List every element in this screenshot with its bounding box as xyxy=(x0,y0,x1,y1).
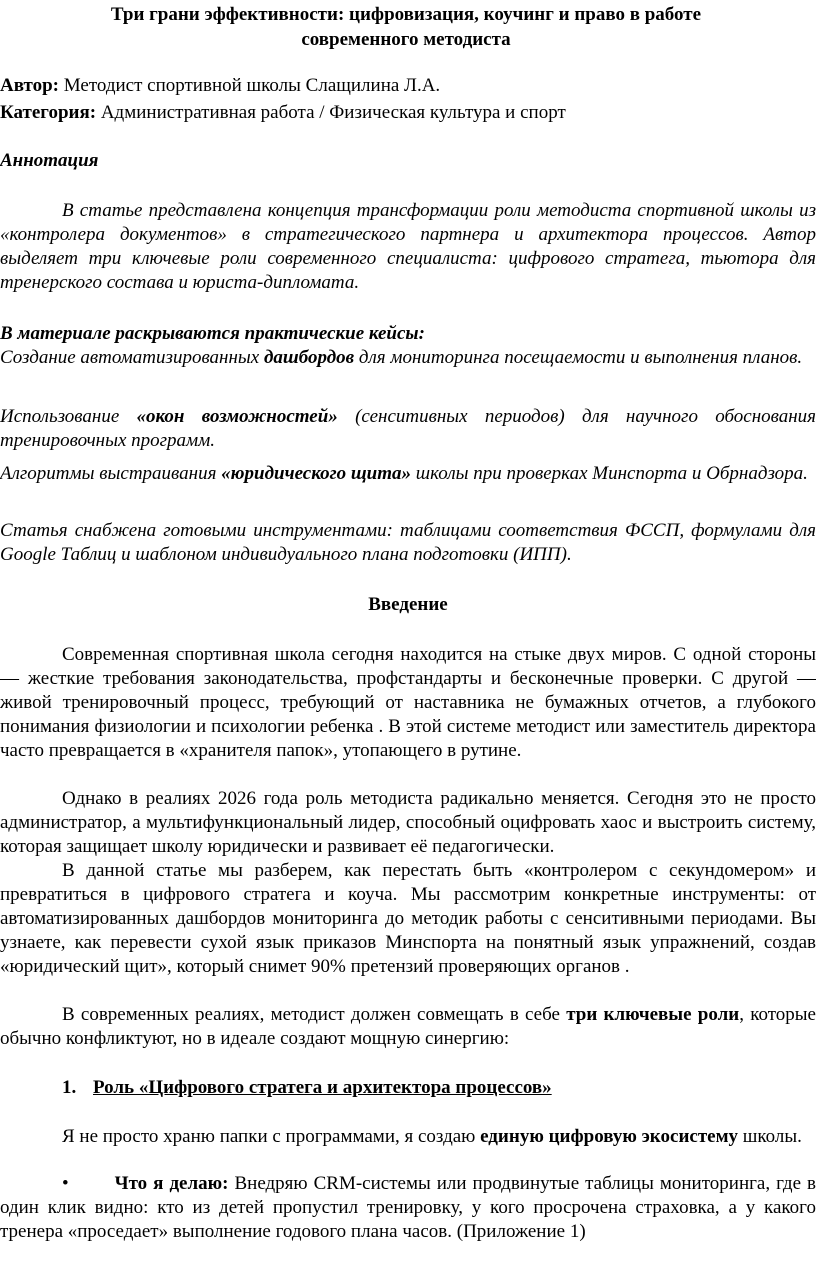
bullet-icon: • xyxy=(62,1173,69,1194)
document-title xyxy=(60,2,752,52)
case3-text-b: «юридического щита» xyxy=(221,463,412,484)
bullet-1-label: Что я делаю: xyxy=(114,1173,229,1194)
category-label: Категория: xyxy=(0,102,97,123)
intro-paragraph-1: Современная спортивная школа сегодня находится на стыке двух миров. С одной стороны — жесткие требования законодательства, профстандарты и бесконечные проверки. С другой — живой тренировочный процесс, требующий от наставника не бумажных отчетов, а глубокого понимания физиологии и психологии ребенка . В этой системе методист или заместитель директора часто превращается в «хранителя папок», утопающего в рутине. xyxy=(0,644,816,761)
case-dashboards xyxy=(0,346,816,370)
section-1-title: Роль «Цифрового стратега и архитектора процессов» xyxy=(93,1077,552,1098)
s1-p1-c: школы. xyxy=(738,1126,802,1147)
intro-paragraph-4 xyxy=(0,1003,816,1051)
intro-heading: Введение xyxy=(368,594,448,615)
title-line-2: современного методиста xyxy=(301,29,511,50)
section-1-paragraph xyxy=(0,1125,816,1149)
annotation-heading: Аннотация xyxy=(0,150,99,171)
case1-text-a: Создание автоматизированных xyxy=(0,347,264,368)
case3-text-c: школы при проверках Минспорта и Обрнадзора. xyxy=(411,463,808,484)
category-value: Административная работа / Физическая культура и спорт xyxy=(100,102,566,123)
case1-text-c: для мониторинга посещаемости и выполнения планов. xyxy=(354,347,803,368)
bullet-item-1 xyxy=(0,1172,816,1244)
case2-text-c: (сенситивных периодов) для научного обоснования тренировочных программ. xyxy=(0,406,816,451)
case2-text-a: Использование xyxy=(0,406,137,427)
s1-p1-a: Я не просто храню папки с программами, я создаю xyxy=(62,1126,481,1147)
author-value: Методист спортивной школы Слащилина Л.А. xyxy=(63,75,441,96)
intro-paragraph-2: Однако в реалиях 2026 года роль методиста радикально меняется. Сегодня это не просто администратор, а мультифункциональный лидер, способный оцифровать хаос и выстроить систему, которая защищает школу юридически и развивает её педагогически. xyxy=(0,788,816,857)
case2-text-b: «окон возможностей» xyxy=(136,406,338,427)
case3-text-a: Алгоритмы выстраивания xyxy=(0,463,222,484)
intro-p4-c: , которые обычно конфликтуют, но в идеале создают мощную синергию: xyxy=(0,1004,816,1049)
author-line xyxy=(0,74,816,98)
cases-heading: В материале раскрываются практические кейсы: xyxy=(0,323,425,344)
annotation-text: В статье представлена концепция трансформации роли методиста спортивной школы из «контролера документов» в стратегического партнера и архитектора процессов. Автор выделяет три ключевые роли современного специалиста: цифрового стратега, тьютора для тренерского состава и юриста-дипломата. xyxy=(0,200,816,293)
case-legal-shield xyxy=(0,462,816,486)
section-1-number: 1. xyxy=(62,1077,77,1098)
author-label: Автор: xyxy=(0,75,59,96)
intro-p4-a: В современных реалиях, методист должен совмещать в себе xyxy=(62,1004,567,1025)
title-line-1: Три грани эффективности: цифровизация, коучинг и право в работе xyxy=(110,4,702,25)
section-1-heading xyxy=(62,1076,802,1100)
category-line xyxy=(0,101,816,125)
tools-text: Статья снабжена готовыми инструментами: таблицами соответствия ФССП, формулами для Google Таблиц и шаблоном индивидуального плана подготовки (ИПП). xyxy=(0,520,816,565)
bullet-1-text: Внедряю CRM-системы или продвинутые таблицы мониторинга, где в один клик видно: кто из детей пропустил тренировку, у кого просрочена страховка, а у какого тренера «проседает» выполнение годового плана часов. (Приложение 1) xyxy=(0,1173,816,1242)
intro-p4-b: три ключевые роли xyxy=(566,1004,740,1025)
case1-text-b: дашбордов xyxy=(263,347,355,368)
intro-paragraph-3: В данной статье мы разберем, как перестать быть «контролером с секундомером» и превратиться в цифрового стратега и коуча. Мы рассмотрим конкретные инструменты: от автоматизированных дашбордов мониторинга до методик работы с сенситивными периодами. Вы узнаете, как перевести сухой язык приказов Минспорта на понятный язык упражнений, создав «юридический щит», который снимет 90% претензий проверяющих органов . xyxy=(0,860,816,977)
case-windows xyxy=(0,405,816,453)
s1-p1-b: единую цифровую экосистему xyxy=(480,1126,739,1147)
